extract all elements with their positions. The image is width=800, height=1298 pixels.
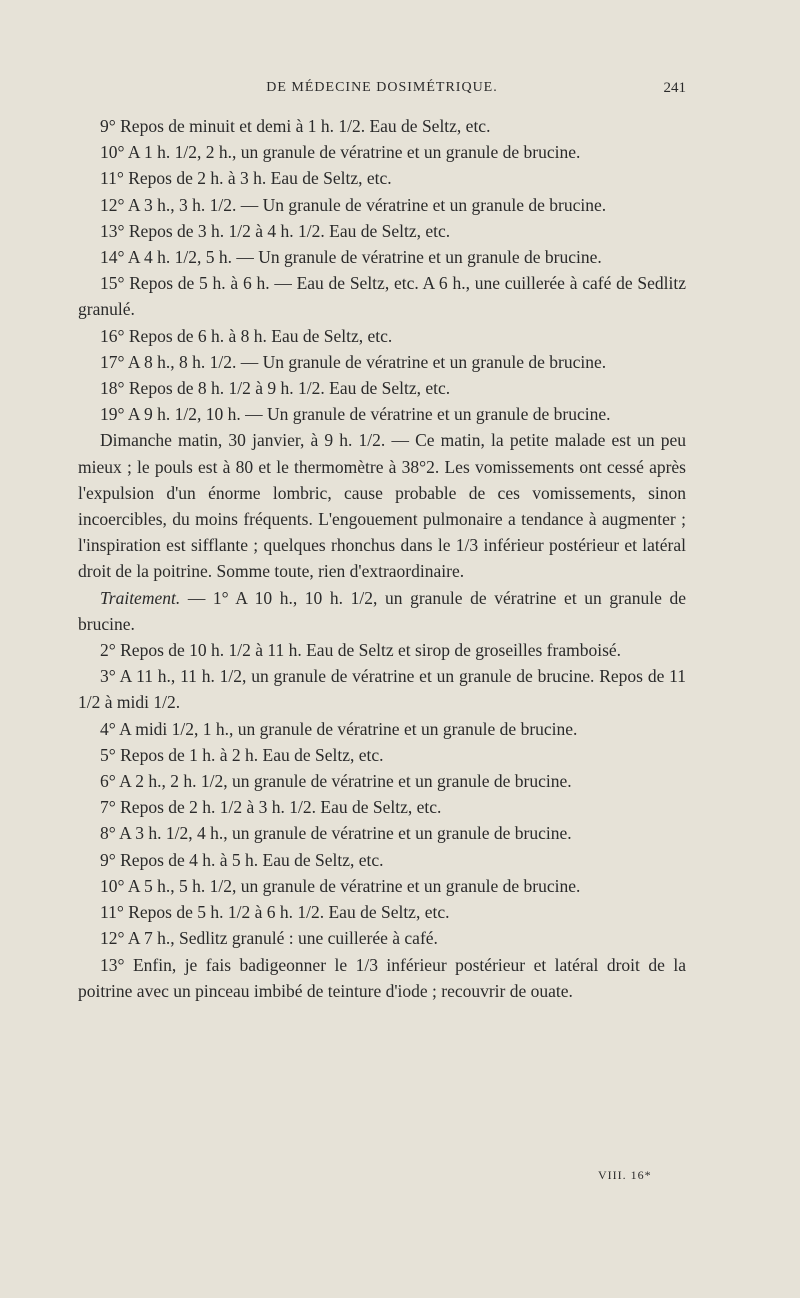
paragraph: 12° A 3 h., 3 h. 1/2. — Un granule de vératrine et un granule de brucine. — [100, 194, 607, 215]
paragraph: 13° Enfin, je fais badigeonner le 1/3 inférieur postérieur et latéral droit de la poitrine avec un pinceau imbibé de teinture d'iode ; recouvrir de ouate. — [78, 954, 686, 1001]
paragraph: 15° Repos de 5 h. à 6 h. — Eau de Seltz, etc. A 6 h., une cuillerée à café de Sedlitz granulé. — [78, 273, 686, 320]
paragraph: 13° Repos de 3 h. 1/2 à 4 h. 1/2. Eau de Seltz, etc. — [100, 220, 451, 241]
paragraph: 16° Repos de 6 h. à 8 h. Eau de Seltz, etc. — [100, 325, 393, 346]
paragraph: 19° A 9 h. 1/2, 10 h. — Un granule de vératrine et un granule de brucine. — [100, 404, 611, 425]
running-title: DE MÉDECINE DOSIMÉTRIQUE. — [266, 80, 498, 95]
paragraph: 3° A 11 h., 11 h. 1/2, un granule de vératrine et un granule de brucine. Repos de 11 1/2 à midi 1/2. — [78, 666, 686, 713]
paragraph: 8° A 3 h. 1/2, 4 h., un granule de vératrine et un granule de brucine. — [100, 823, 572, 844]
treatment-paragraph — [78, 585, 686, 637]
paragraph: 9° Repos de minuit et demi à 1 h. 1/2. Eau de Seltz, etc. — [100, 116, 491, 136]
paragraph: 14° A 4 h. 1/2, 5 h. — Un granule de vératrine et un granule de brucine. — [100, 247, 602, 268]
paragraph: Dimanche matin, 30 janvier, à 9 h. 1/2. — Ce matin, la petite malade est un peu mieux ; le pouls est à 80 et le thermomètre à 38°2. Les vomissements ont cessé après l'expulsion d'un énorme lombric, cause probable de ces vomissements, sinon incoercibles, du moins fréquents. L'engouement pulmonaire a tendance à augmenter ; l'inspiration est sifflante ; quelques rhonchus dans le 1/3 inférieur postérieur et latéral droit de la poitrine. Somme toute, rien d'extraordinaire. — [78, 430, 686, 582]
paragraph: 17° A 8 h., 8 h. 1/2. — Un granule de vératrine et un granule de brucine. — [100, 351, 607, 372]
page-number: 241 — [663, 80, 686, 96]
paragraph: 4° A midi 1/2, 1 h., un granule de vératrine et un granule de brucine. — [100, 718, 578, 739]
printer-signature: VIII. 16* — [598, 1168, 652, 1182]
page-body — [78, 113, 686, 1004]
paragraph: 10° A 5 h., 5 h. 1/2, un granule de vératrine et un granule de brucine. — [100, 875, 581, 896]
paragraph: 6° A 2 h., 2 h. 1/2, un granule de vératrine et un granule de brucine. — [100, 771, 572, 792]
paragraph: 18° Repos de 8 h. 1/2 à 9 h. 1/2. Eau de Seltz, etc. — [100, 378, 451, 399]
paragraph: 2° Repos de 10 h. 1/2 à 11 h. Eau de Seltz et sirop de groseilles framboisé. — [100, 640, 622, 661]
paragraph: 5° Repos de 1 h. à 2 h. Eau de Seltz, etc. — [100, 744, 384, 765]
paragraph: 12° A 7 h., Sedlitz granulé : une cuillerée à café. — [100, 928, 438, 949]
treatment-text: — 1° A 10 h., 10 h. 1/2, un granule de vératrine et un granule de brucine. — [78, 587, 686, 634]
paragraph: 7° Repos de 2 h. 1/2 à 3 h. 1/2. Eau de Seltz, etc. — [100, 797, 442, 818]
page-header — [78, 80, 686, 102]
paragraph: 10° A 1 h. 1/2, 2 h., un granule de vératrine et un granule de brucine. — [100, 142, 581, 163]
paragraph: 11° Repos de 5 h. 1/2 à 6 h. 1/2. Eau de Seltz, etc. — [100, 902, 450, 923]
treatment-label: Traitement. — [100, 587, 181, 608]
paragraph: 9° Repos de 4 h. à 5 h. Eau de Seltz, etc. — [100, 849, 384, 870]
paragraph: 11° Repos de 2 h. à 3 h. Eau de Seltz, etc. — [100, 168, 392, 189]
